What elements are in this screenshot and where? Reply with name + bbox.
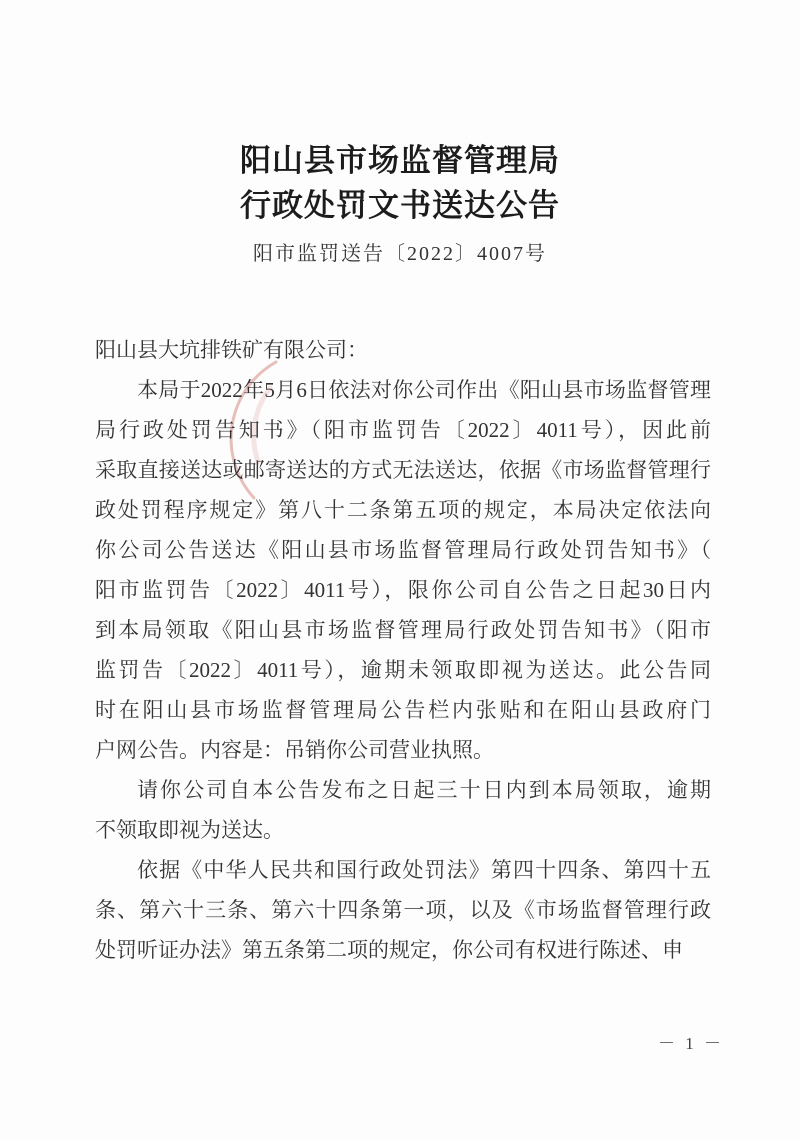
page-number: － 1 － <box>658 1034 724 1053</box>
body-line: 本局于2022年5月6日依法对你公司作出《阳山县市场监督管理 <box>137 378 711 402</box>
document-title-line1: 阳山县市场监督管理局 <box>240 143 560 178</box>
body-line: 户网公告。内容是：吊销你公司营业执照。 <box>95 738 494 762</box>
body-line: 到本局领取《阳山县市场监督管理局行政处罚告知书》（阳市 <box>95 618 711 642</box>
salutation: 阳山县大坑排铁矿有限公司： <box>95 338 368 362</box>
document-number: 阳市监罚送告〔2022〕4007号 <box>253 243 547 265</box>
body-line: 监罚告〔2022〕4011号），逾期未领取即视为送达。此公告同 <box>95 658 711 682</box>
paragraphs <box>95 370 711 970</box>
body-line: 时在阳山县市场监督管理局公告栏内张贴和在阳山县政府门 <box>95 698 711 722</box>
body-line: 依据《中华人民共和国行政处罚法》第四十四条、第四十五 <box>137 858 711 882</box>
document-body <box>95 330 711 970</box>
body-line: 条、第六十三条、第六十四条第一项，以及《市场监督管理行政 <box>95 898 711 922</box>
body-line: 阳市监罚告〔2022〕4011号），限你公司自公告之日起30日内 <box>95 578 711 602</box>
body-line: 局行政处罚告知书》（阳市监罚告〔2022〕4011号），因此前 <box>95 418 711 442</box>
body-line: 你公司公告送达《阳山县市场监督管理局行政处罚告知书》（ <box>95 538 711 562</box>
body-line: 采取直接送达或邮寄送达的方式无法送达，依据《市场监督管理行 <box>95 458 711 482</box>
document-title <box>0 138 800 228</box>
document-title-line2: 行政处罚文书送达公告 <box>240 188 560 223</box>
body-line: 政处罚程序规定》第八十二条第五项的规定，本局决定依法向 <box>95 498 711 522</box>
body-line: 请你公司自本公告发布之日起三十日内到本局领取，逾期 <box>137 778 711 802</box>
body-line: 不领取即视为送达。 <box>95 818 284 842</box>
body-line: 处罚听证办法》第五条第二项的规定，你公司有权进行陈述、申 <box>95 938 683 962</box>
